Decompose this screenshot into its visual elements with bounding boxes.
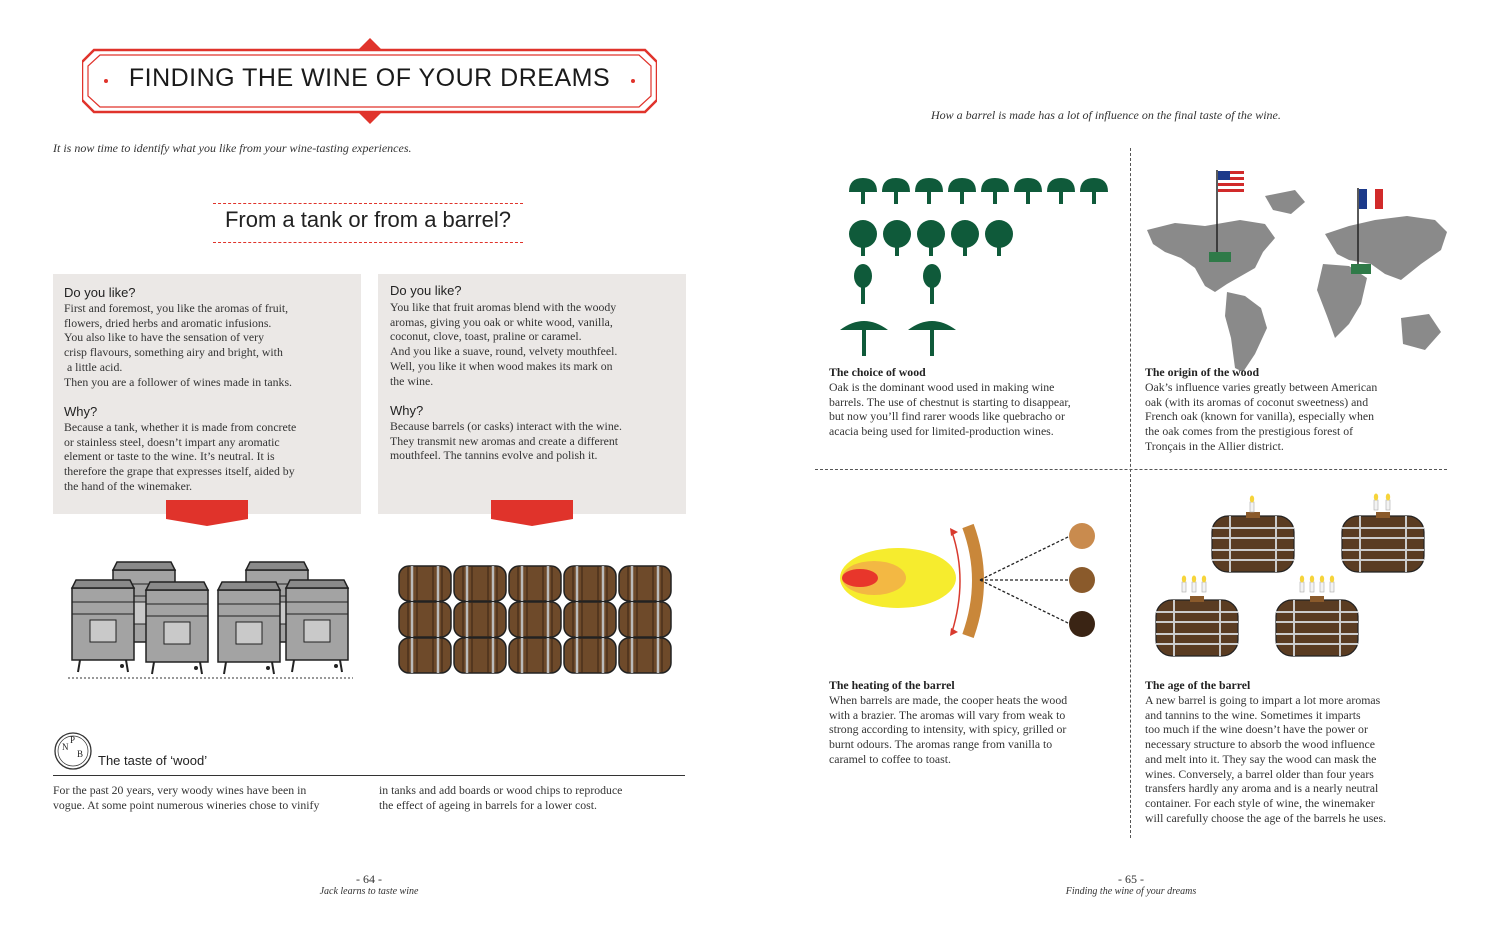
trees-illustration xyxy=(836,176,1116,358)
text-line: French oak (known for vanilla), especially when xyxy=(1145,409,1374,424)
page-number-left: - 64 - xyxy=(356,872,382,886)
text-line: aromas, giving you oak or white wood, vanilla, xyxy=(390,314,613,329)
steel-tanks-illustration xyxy=(68,560,353,682)
choice-text xyxy=(829,380,1124,439)
barrel-age-illustration xyxy=(1152,490,1442,658)
text-line: the hand of the winemaker. xyxy=(64,478,193,493)
text-line: Tronçais in the Allier district. xyxy=(1145,438,1284,453)
section-subtitle: From a tank or from a barrel? xyxy=(224,207,512,232)
footer-caption-left: Jack learns to taste wine xyxy=(319,886,419,897)
text-line: And you like a suave, round, velvety mouthfeel. xyxy=(390,344,618,359)
oak-barrels-illustration xyxy=(396,565,676,677)
text-line: transfers hardly any aroma and is a nearly neutral xyxy=(1145,781,1379,796)
text-line: acacia being used for limited-production wines. xyxy=(829,424,1054,439)
text-line: crisp flavours, something airy and bright, with xyxy=(64,345,283,360)
text-line: but now you’ll find rarer woods like quebracho or xyxy=(829,409,1065,424)
text-line: Then you are a follower of wines made in tanks. xyxy=(64,374,293,389)
text-line: wines. Conversely, a barrel older than four years xyxy=(1145,766,1374,781)
text-line: vogue. At some point numerous wineries chose to vinify xyxy=(53,797,320,812)
barrel-why-text xyxy=(390,419,685,463)
text-line: element or taste to the wine. It’s neutral. It is xyxy=(64,449,275,464)
choice-title: The choice of wood xyxy=(829,365,926,379)
age-text xyxy=(1145,693,1445,825)
text-line: the oak comes from the prestigious forest of xyxy=(1145,424,1354,439)
right-intro: How a barrel is made has a lot of influence on the final taste of the wine. xyxy=(931,108,1281,122)
vertical-divider xyxy=(1130,148,1131,838)
text-line: in tanks and add boards or wood chips to reproduce xyxy=(379,783,623,797)
page-number-right: - 65 - xyxy=(1118,872,1144,886)
barrel-heading-why: Why? xyxy=(390,403,424,418)
note-rule xyxy=(53,775,685,776)
note-col2 xyxy=(379,783,689,812)
age-title: The age of the barrel xyxy=(1145,678,1251,692)
text-line: Well, you like it when wood makes its mark on xyxy=(390,358,613,373)
text-line: Because a tank, whether it is made from concrete xyxy=(64,420,297,434)
text-line: therefore the grape that expresses itself, aided by xyxy=(64,464,295,479)
text-line: strong according to intensity, with spicy, grilled or xyxy=(829,722,1067,737)
page-title: FINDING THE WINE OF YOUR DREAMS xyxy=(128,64,611,92)
text-line: barrels. The use of chestnut is starting to disappear, xyxy=(829,394,1071,409)
npb-letter: P xyxy=(70,735,76,745)
tank-why-text xyxy=(64,420,359,494)
heating-title: The heating of the barrel xyxy=(829,678,955,692)
text-line: necessary structure to absorb the wood influence xyxy=(1145,737,1375,752)
tank-heading-why: Why? xyxy=(64,404,98,419)
text-line: a little acid. xyxy=(64,359,123,374)
text-line: mouthfeel. The tannins evolve and polish it. xyxy=(390,448,598,463)
barrel-like-text xyxy=(390,300,685,388)
text-line: with a brazier. The aromas will vary from weak to xyxy=(829,707,1066,722)
tank-like-text xyxy=(64,301,359,389)
horizontal-divider xyxy=(815,469,1447,470)
text-line: A new barrel is going to impart a lot more aromas xyxy=(1145,693,1381,707)
text-line: Oak is the dominant wood used in making wine xyxy=(829,380,1055,394)
text-line: You also like to have the sensation of very xyxy=(64,330,264,345)
barrel-box xyxy=(378,274,686,514)
barrel-heating-illustration xyxy=(838,518,1100,646)
text-line: or stainless steel, doesn’t impart any aromatic xyxy=(64,434,280,449)
text-line: You like that fruit aromas blend with the woody xyxy=(390,300,617,314)
text-line: coconut, clove, toast, praline or caramel. xyxy=(390,329,582,344)
text-line: First and foremost, you like the aromas of fruit, xyxy=(64,301,289,315)
world-map-illustration xyxy=(1145,168,1449,378)
text-line: the wine. xyxy=(390,373,434,388)
text-line: They transmit new aromas and create a different xyxy=(390,433,619,448)
origin-text xyxy=(1145,380,1445,454)
barrel-arrow-icon xyxy=(491,500,573,526)
text-line: burnt odours. The aromas range from vanilla to xyxy=(829,737,1053,752)
text-line: When barrels are made, the cooper heats the wood xyxy=(829,693,1068,707)
heating-text xyxy=(829,693,1124,767)
text-line: will carefully choose the age of the barrels he uses. xyxy=(1145,810,1387,825)
text-line: oak (with its aromas of coconut sweetness) and xyxy=(1145,394,1369,409)
text-line: and tannins to the wine. Sometimes it imparts xyxy=(1145,707,1361,722)
npb-letter: N xyxy=(62,742,69,752)
npb-letter: B xyxy=(77,749,84,759)
text-line: caramel to coffee to toast. xyxy=(829,751,951,766)
note-title: The taste of ‘wood’ xyxy=(98,753,208,768)
tank-box xyxy=(53,274,361,514)
origin-title: The origin of the wood xyxy=(1145,365,1260,379)
tank-arrow-icon xyxy=(166,500,248,526)
text-line: flowers, dried herbs and aromatic infusions. xyxy=(64,315,272,330)
left-intro: It is now time to identify what you like from your wine-tasting experiences. xyxy=(53,141,412,155)
text-line: and melt into it. They say the wood can mask the xyxy=(1145,751,1377,766)
text-line: Because barrels (or casks) interact with the wine. xyxy=(390,419,622,433)
text-line: the effect of ageing in barrels for a lower cost. xyxy=(379,797,597,812)
tank-heading-like: Do you like? xyxy=(64,285,136,300)
text-line: container. For each style of wine, the winemaker xyxy=(1145,795,1375,810)
footer-caption-right: Finding the wine of your dreams xyxy=(1065,886,1197,897)
barrel-heading-like: Do you like? xyxy=(390,283,462,298)
text-line: Oak’s influence varies greatly between American xyxy=(1145,380,1378,394)
text-line: too much if the wine doesn’t have the power or xyxy=(1145,722,1368,737)
text-line: For the past 20 years, very woody wines have been in xyxy=(53,783,307,797)
note-col1 xyxy=(53,783,373,812)
